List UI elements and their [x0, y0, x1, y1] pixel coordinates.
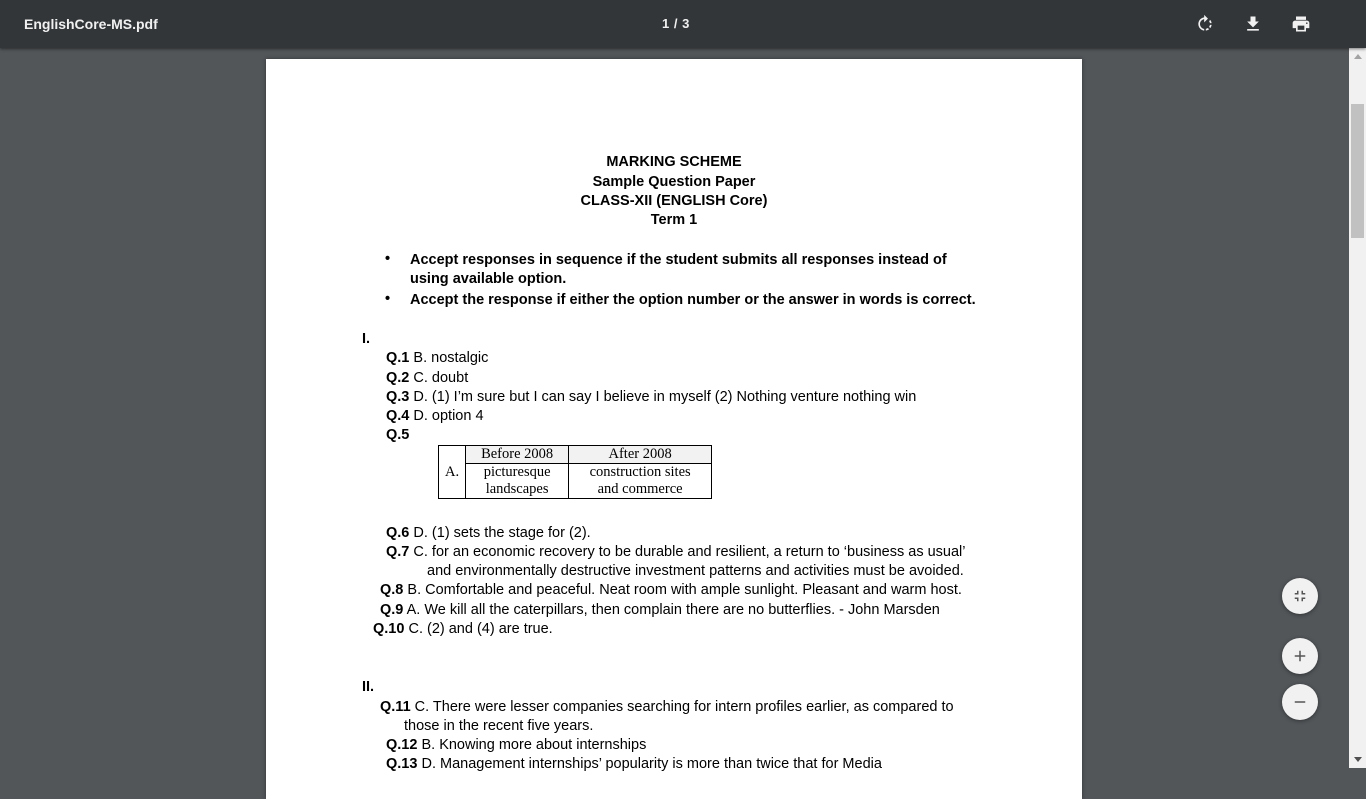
- answer-line: Q.13 D. Management internships’ popularity is more than twice that for Media: [386, 756, 882, 772]
- instruction-2: Accept the response if either the option number or the answer in words is correct.: [410, 292, 976, 308]
- zoom-out-button[interactable]: [1282, 684, 1318, 720]
- pdf-page: [266, 59, 1082, 799]
- doc-subtitle: Sample Question Paper: [592, 174, 756, 190]
- fit-page-icon: [1291, 587, 1309, 605]
- table-cell: picturesque landscapes: [466, 464, 569, 499]
- table-option-label: A.: [439, 446, 466, 499]
- answer-line: Q.6 D. (1) sets the stage for (2).: [386, 525, 591, 541]
- answer-line: Q.7 C. for an economic recovery to be durable and resilient, a return to ‘business as usual’: [386, 544, 966, 560]
- file-title: EnglishCore-MS.pdf: [24, 16, 158, 32]
- rotate-button[interactable]: [1191, 10, 1219, 38]
- scrollbar-thumb[interactable]: [1351, 104, 1364, 238]
- table-header: Before 2008: [466, 446, 569, 464]
- scroll-down-arrow[interactable]: [1349, 751, 1366, 768]
- bullet-dot: •: [385, 251, 391, 267]
- scroll-up-arrow[interactable]: [1349, 48, 1366, 65]
- answer-line: Q.1 B. nostalgic: [386, 350, 489, 366]
- pdf-toolbar: [0, 0, 1366, 48]
- answer-line: Q.4 D. option 4: [386, 408, 484, 424]
- rotate-icon: [1195, 14, 1215, 34]
- instruction-1: Accept responses in sequence if the student submits all responses instead of: [410, 252, 947, 268]
- zoom-in-button[interactable]: [1282, 638, 1318, 674]
- vertical-scrollbar[interactable]: [1349, 48, 1366, 768]
- answer-line: Q.8 B. Comfortable and peaceful. Neat room with ample sunlight. Pleasant and warm host.: [380, 582, 962, 598]
- table-header: After 2008: [569, 446, 712, 464]
- zoom-out-icon: [1291, 693, 1309, 711]
- zoom-in-icon: [1291, 647, 1309, 665]
- answer-line: Q.2 C. doubt: [386, 370, 469, 386]
- page-indicator: 1 / 3: [662, 16, 690, 31]
- answer-table: [438, 445, 712, 499]
- section-heading: II.: [362, 679, 375, 695]
- print-button[interactable]: [1287, 10, 1315, 38]
- answer-line: Q.11 C. There were lesser companies searching for intern profiles earlier, as compared to: [380, 699, 954, 715]
- bullet-dot: •: [385, 291, 391, 307]
- fit-page-button[interactable]: [1282, 578, 1318, 614]
- answer-line: Q.12 B. Knowing more about internships: [386, 737, 647, 753]
- answer-line: Q.5: [386, 427, 410, 443]
- doc-title: MARKING SCHEME: [606, 154, 742, 170]
- doc-class: CLASS-XII (ENGLISH Core): [580, 193, 768, 209]
- table-cell: construction sites and commerce: [569, 464, 712, 499]
- answer-line: and environmentally destructive investment patterns and activities must be avoided.: [427, 563, 964, 579]
- section-heading: I.: [362, 331, 371, 347]
- doc-term: Term 1: [650, 212, 698, 228]
- download-button[interactable]: [1239, 10, 1267, 38]
- answer-line: those in the recent five years.: [404, 718, 594, 734]
- answer-line: Q.10 C. (2) and (4) are true.: [373, 621, 553, 637]
- instruction-1-cont: using available option.: [410, 271, 567, 287]
- answer-line: Q.3 D. (1) I’m sure but I can say I believe in myself (2) Nothing venture nothing win: [386, 389, 917, 405]
- answer-line: Q.9 A. We kill all the caterpillars, then complain there are no butterflies. - John Marsden: [380, 602, 940, 618]
- print-icon: [1291, 14, 1311, 34]
- download-icon: [1243, 14, 1263, 34]
